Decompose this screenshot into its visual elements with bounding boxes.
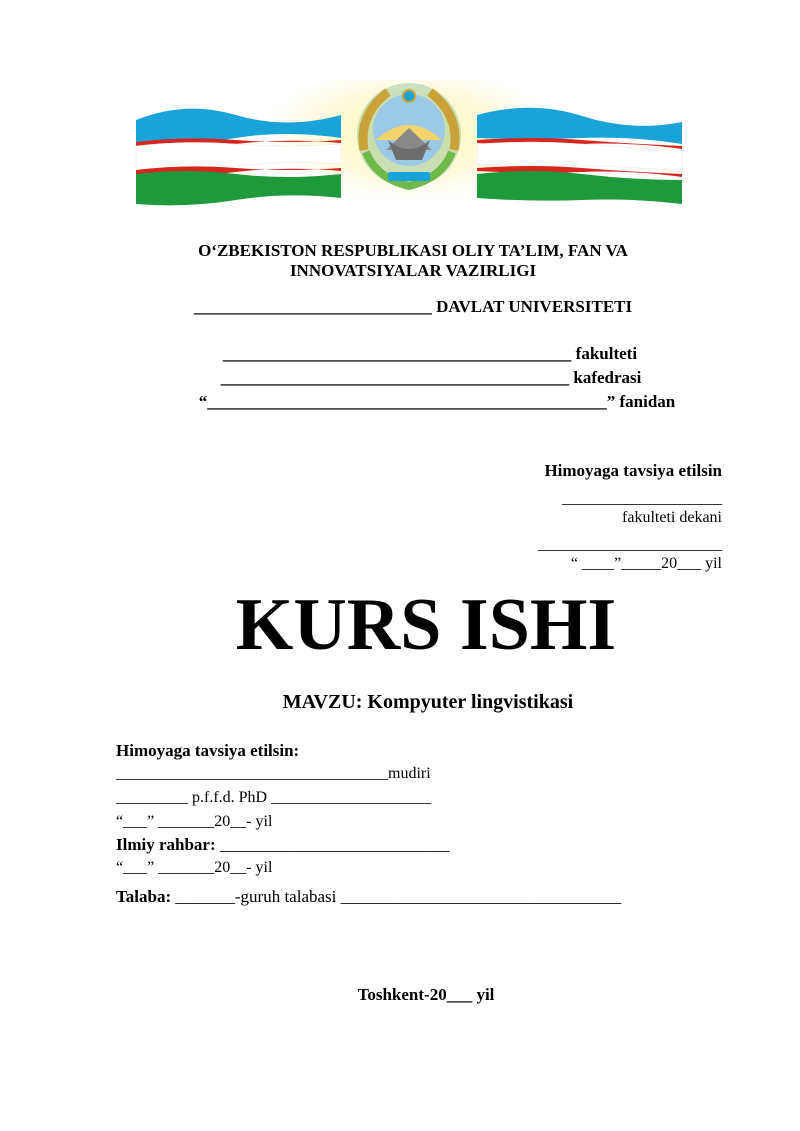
subject-line: “_______________________________________________” fanidan <box>198 392 676 411</box>
student-label: Talaba: <box>116 887 172 906</box>
ministry-name-line1: O‘ZBEKISTON RESPUBLIKASI OLIY TA’LIM, FAN VA <box>198 241 628 260</box>
bottom-date-2: “___” _______20__- yil <box>116 859 273 876</box>
supervisor-line <box>116 835 449 855</box>
faculty-line: _________________________________________ fakulteti <box>222 344 638 363</box>
supervisor-blank: ___________________________ <box>215 835 450 854</box>
dean-name-line: _______________________ <box>538 536 722 553</box>
recommendation-signature-line: ____________________ <box>562 490 722 507</box>
document-title: KURS ISHI <box>235 584 617 666</box>
department-line: _________________________________________ kafedrasi <box>220 368 642 387</box>
student-line <box>116 887 621 907</box>
flag-left-icon <box>136 109 341 206</box>
bottom-date-1: “___” _______20__- yil <box>116 813 273 830</box>
recommendation-heading: Himoyaga tavsiya etilsin <box>544 461 722 480</box>
topic-line: MAVZU: Kompyuter lingvistikasi <box>282 691 574 713</box>
supervisor-label: Ilmiy rahbar: <box>116 835 216 854</box>
phd-line: _________ p.f.f.d. PhD ____________________ <box>116 789 432 806</box>
ministry-name-line2: INNOVATSIYALAR VAZIRLIGI <box>289 261 537 280</box>
student-blank: _______-guruh talabasi _________________________________ <box>171 887 622 906</box>
city-year-footer: Toshkent-20___ yil <box>357 985 495 1004</box>
flag-right-icon <box>477 108 682 204</box>
coat-of-arms-icon <box>357 83 461 187</box>
state-emblem-banner-image <box>126 80 692 210</box>
department-head-line: __________________________________mudiri <box>116 765 431 782</box>
ministry-name <box>100 241 726 281</box>
dean-label: fakulteti dekani <box>622 509 722 526</box>
university-line: ____________________________ DAVLAT UNIVERSITETI <box>193 297 633 316</box>
recommendation-date: “ ____”_____20___ yil <box>570 555 722 572</box>
bottom-recommend-label: Himoyaga tavsiya etilsin: <box>116 741 300 760</box>
